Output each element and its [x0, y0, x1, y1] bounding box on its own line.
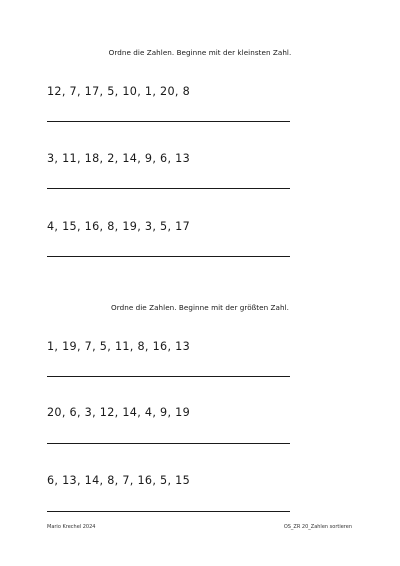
instruction-descending: Ordne die Zahlen. Beginne mit der größten Zahl.	[111, 303, 289, 312]
exercise-3-numbers: 4, 15, 16, 8, 19, 3, 5, 17	[47, 220, 191, 233]
exercise-2-answer-line[interactable]	[47, 188, 290, 189]
exercise-1-numbers: 12, 7, 17, 5, 10, 1, 20, 8	[47, 85, 191, 98]
instruction-ascending: Ordne die Zahlen. Beginne mit der kleinsten Zahl.	[108, 48, 292, 57]
exercise-5-answer-line[interactable]	[47, 443, 290, 444]
exercise-1-answer-line[interactable]	[47, 121, 290, 122]
exercise-4-answer-line[interactable]	[47, 376, 290, 377]
exercise-2-numbers: 3, 11, 18, 2, 14, 9, 6, 13	[47, 152, 191, 165]
exercise-4-numbers: 1, 19, 7, 5, 11, 8, 16, 13	[47, 340, 191, 353]
exercise-5-numbers: 20, 6, 3, 12, 14, 4, 9, 19	[47, 406, 191, 419]
exercise-6-answer-line[interactable]	[47, 511, 290, 512]
exercise-3-answer-line[interactable]	[47, 256, 290, 257]
footer-author: Mario Krechel 2024	[47, 524, 96, 530]
footer-filename: OS_ZR 20_Zahlen sortieren	[283, 524, 352, 530]
exercise-6-numbers: 6, 13, 14, 8, 7, 16, 5, 15	[47, 474, 191, 487]
